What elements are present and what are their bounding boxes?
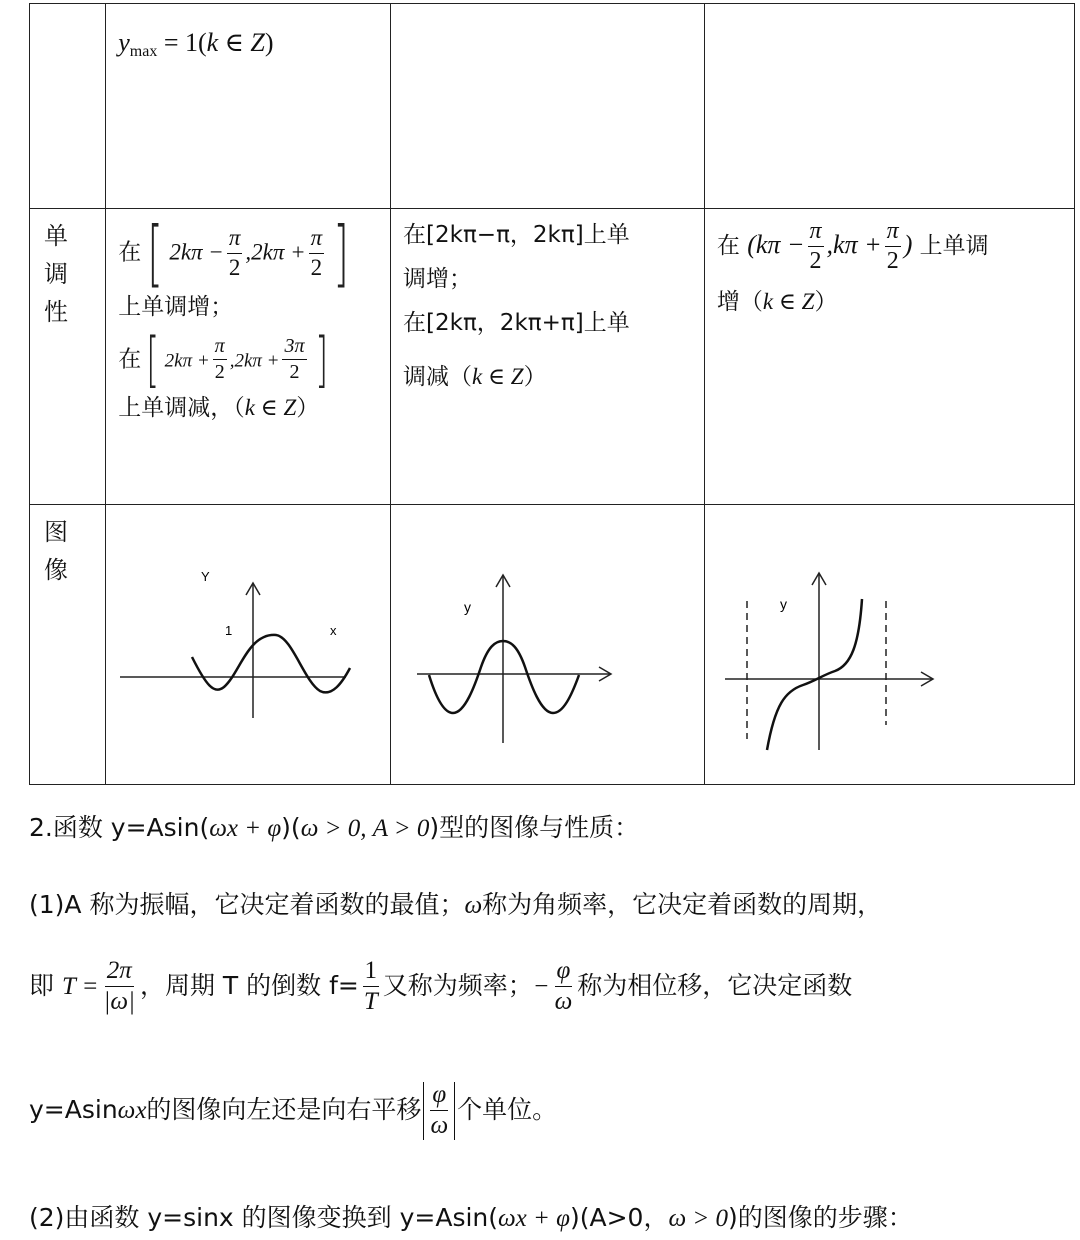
x-label: x bbox=[330, 623, 337, 638]
paragraph-transform-steps: (2)由函数 y=sinx 的图像变换到 y=Asin(ωx + φ)(A>0，ω > 0)的图像的步骤： bbox=[29, 1203, 913, 1232]
tan-graph-cell bbox=[704, 505, 1074, 785]
function-properties-table bbox=[29, 3, 1075, 785]
tangent-curve bbox=[767, 599, 862, 750]
tan-max-cell bbox=[704, 4, 1074, 209]
row-label-cell bbox=[30, 4, 106, 209]
graph-label: 图 像 bbox=[30, 505, 106, 785]
cos-graph bbox=[391, 505, 704, 780]
sine-curve bbox=[192, 635, 350, 692]
y-label: Y bbox=[201, 569, 210, 584]
row-maximum bbox=[30, 4, 1075, 209]
paragraph-phase-shift: y=Asinωx的图像向左还是向右平移 $\frac{\varphi}{\omega}$ 个单位。 bbox=[29, 1081, 558, 1140]
row-graph bbox=[30, 505, 1075, 785]
section-2-title: 2.函数 y=Asin(ωx + φ)(ω > 0, A > 0)型的图像与性质： bbox=[29, 813, 640, 842]
sin-decrease-text: 上单调减，（k ∈ Z） bbox=[118, 394, 320, 421]
paragraph-amplitude: (1)A 称为振幅，它决定着函数的最值；ω称为角频率，它决定着函数的周期， bbox=[29, 890, 883, 919]
sin-monotonicity-cell: 在 [ 2kπ − $\frac{\pi}{2}$ ,2kπ + $\frac{\pi}{2}$ ] 上单调增； 在 [ 2kπ + $\frac{\pi}{2}$ ,2kπ + $\frac{3\pi}{2}$ ] 上单调减，（k ∈ Z） bbox=[106, 209, 391, 505]
cos-max-cell bbox=[391, 4, 705, 209]
y-max: y bbox=[118, 28, 130, 57]
y-label: y bbox=[779, 596, 787, 612]
cosine-curve bbox=[429, 641, 579, 713]
tan-monotonicity-cell: 在 (kπ − $\frac{\pi}{2}$ ,kπ + $\frac{\pi}{2}$ ) 上单调 增（k ∈ Z） bbox=[704, 209, 1074, 505]
cos-monotonicity-cell: 在[2kπ−π，2kπ]上单 调增； 在[2kπ，2kπ+π]上单 调减（k ∈ Z） bbox=[391, 209, 705, 505]
row-monotonicity bbox=[30, 209, 1075, 505]
abs-phi-over-omega: $\frac{\varphi}{\omega}$ bbox=[423, 1082, 455, 1140]
tan-graph bbox=[705, 505, 1074, 780]
sin-graph-cell bbox=[106, 505, 391, 785]
sin-max-cell: $y_{max} = 1(k$ ∈ Z) bbox=[106, 4, 391, 209]
monotonicity-label: 单 调 性 bbox=[30, 209, 106, 505]
cos-graph-cell bbox=[391, 505, 705, 785]
paragraph-period: 即 T = $\frac{2\pi}{|\omega|}$ ，周期 T 的倒数 f= $\frac{1}{T}$ 又称为频率；− $\frac{\varphi}{\omega}$ 称为相位移，它决定函数 bbox=[29, 957, 853, 1016]
one-label: 1 bbox=[225, 623, 233, 638]
sin-increase-text: 上单调增； bbox=[118, 294, 234, 320]
y-label: y bbox=[464, 599, 472, 615]
sin-graph bbox=[106, 505, 390, 780]
